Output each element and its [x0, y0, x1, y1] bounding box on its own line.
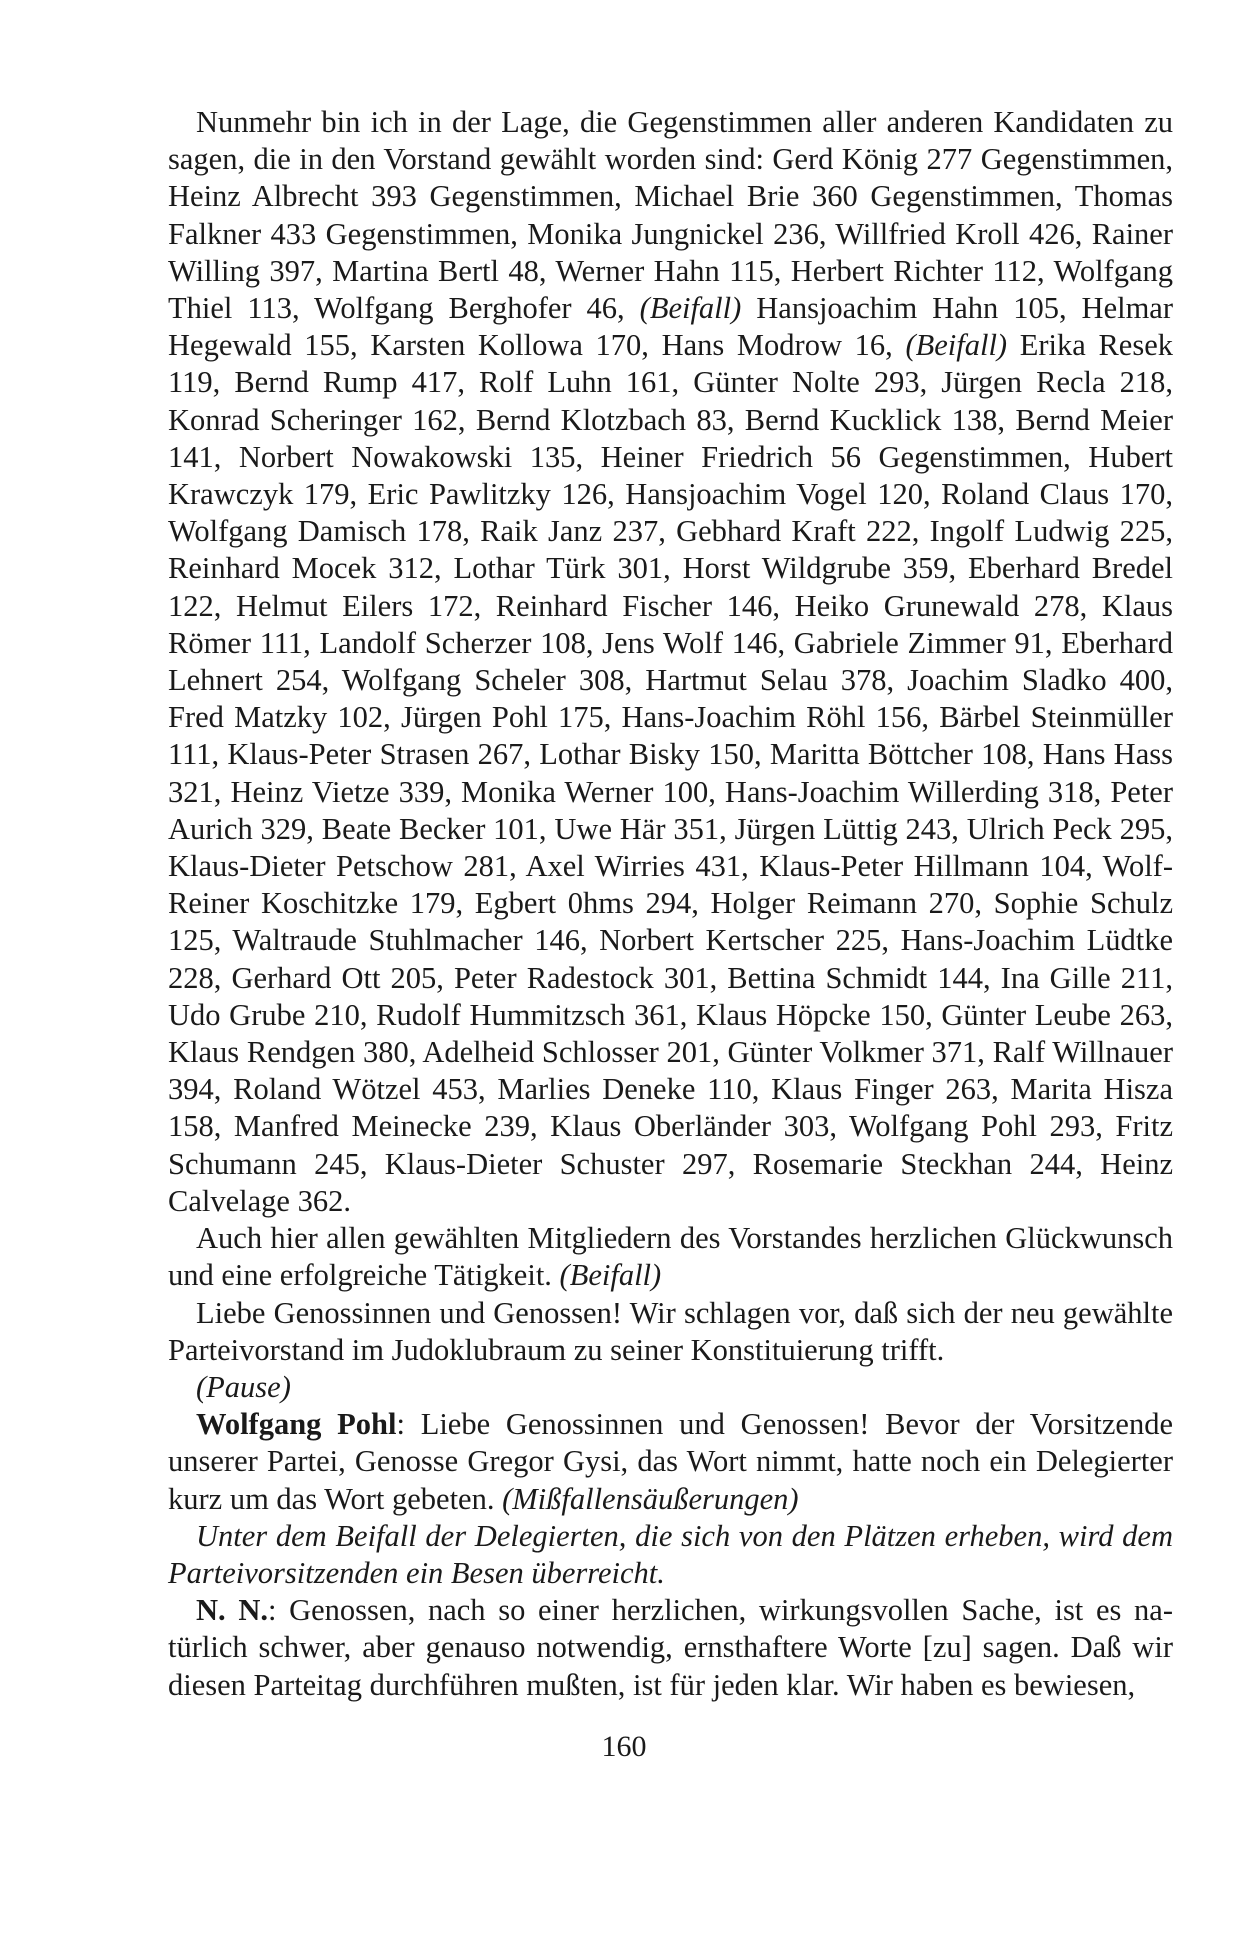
page-number: 160 — [601, 1730, 647, 1763]
pause-note: (Pause) — [196, 1369, 291, 1404]
speaker-name: N. N. — [196, 1593, 268, 1628]
applause-note: (Beifall) — [559, 1258, 662, 1293]
stage-direction-text: Unter dem Beifall der Delegierten, die sich von den Plätzen erheben, wird dem Parteivorsitzenden ein Besen überreicht. — [168, 1518, 1173, 1590]
vote-results-text-3: Erika Resek 119, Bernd Rump 417, Rolf Luhn 161, Günter Nolte 293, Jürgen Recla 218, Konrad Scheringer 162, Bernd Klotzbach 83, Bernd Kucklick 138, Bernd Meier 141, Norbert Nowakowski 135, Heiner Friedrich 56 Gegenstimmen, Hubert Krawczyk 179, Eric Pawlitzky 126, Hansjoachim Vogel 120, Roland Claus 170, Wolfgang Damisch 178, Raik Janz 237, Gebhard Kraft 222, Ingolf Ludwig 225, Reinhard Mocek 312, Lothar Türk 301, Horst Wildgrube 359, Eberhard Bredel 122, Helmut Eilers 172, Reinhard Fischer 146, Heiko Grunewald 278, Klaus Römer 111, Landolf Scherzer 108, Jens Wolf 146, Gabriele Zimmer 91, Eberhard Lehnert 254, Wolfgang Scheler 308, Hartmut Selau 378, Joachim Sladko 400, Fred Matzky 102, Jürgen Pohl 175, Hans-Joachim Röhl 156, Bärbel Steinmüller 111, Klaus-Peter Strasen 267, Lothar Bisky 150, Maritta Böttcher 108, Hans Hass 321, Heinz Vietze 339, Monika Werner 100, Hans-Joachim Willerding 318, Peter Aurich 329, Beate Becker 101, Uwe Här 351, Jürgen Lüttig 243, Ulrich Peck 295, Klaus-Dieter Petschow 281, Axel Wirries 431, Klaus-Peter Hillmann 104, Wolf-Reiner Koschitzke 179, Egbert 0hms 294, Holger Reimann 270, Sophie Schulz 125, Waltraude Stuhlmacher 146, Norbert Kertscher 225, Hans-Joachim Lüdtke 228, Gerhard Ott 205, Peter Radestock 301, Bettina Schmidt 144, Ina Gille 211, Udo Grube 210, Rudolf Hummitzsch 361, Klaus Höpcke 150, Günter Leube 263, Klaus Rendgen 380, Adelheid Schlosser 201, Günter Volkmer 371, Ralf Willnauer 394, Roland Wötzel 453, Marlies Deneke 110, Klaus Finger 263, Marita Hisza 158, Manfred Meinecke 239, Klaus Oberländer 303, Wolfgang Pohl 293, Fritz Schumann 245, Klaus-Dieter Schuster 297, Rosemarie Steckhan 244, Heinz Calvelage 362. — [168, 328, 1174, 1218]
pohl-speech-text: : Liebe Genossinnen und Genossen! Bevor der Vorsitzende unserer Partei, Genosse Gregor Gysi, das Wort nimmt, hatte noch ein Delegierter kurz um das Wort gebeten. — [168, 1407, 1174, 1516]
paragraph-vote-results — [168, 104, 1173, 1220]
paragraph-stage-direction — [168, 1518, 1173, 1592]
vote-results-text-2: Hansjoachim Hahn 105, Helmar Hegewald 155, Karsten Kollowa 170, Hans Modrow 16, — [168, 291, 1174, 363]
congratulations-text: Auch hier allen gewählten Mitgliedern des Vorstandes herzlichen Glückwunsch und eine erfolgreiche Tätigkeit. — [168, 1221, 1173, 1293]
disapproval-note: (Mißfallensäußerungen) — [502, 1481, 799, 1516]
paragraph-pause — [168, 1369, 1173, 1406]
applause-note: (Beifall) — [905, 328, 1008, 363]
vote-results-text: Nunmehr bin ich in der Lage, die Gegenstimmen aller anderen Kandidaten zu sagen, die in den Vorstand gewählt worden sind: Gerd König 277 Gegenstimmen, Heinz Albrecht 393 Gegenstimmen, Michael Brie 360 Gegenstimmen, Thomas Falkner 433 Gegenstimmen, Monika Jungnickel 236, Willfried Kroll 426, Rainer Willing 397, Martina Bertl 48, Werner Hahn 115, Herbert Richter 112, Wolfgang Thiel 113, Wolfgang Berghofer 46, — [168, 105, 1173, 326]
applause-note: (Beifall) — [639, 291, 742, 326]
paragraph-nn-speech — [168, 1592, 1173, 1704]
speaker-name: Wolfgang Pohl — [196, 1407, 397, 1442]
paragraph-pohl-speech — [168, 1406, 1173, 1518]
paragraph-proposal — [168, 1295, 1173, 1369]
nn-speech-text: : Genossen, nach so einer herzlichen, wirkungsvollen Sache, ist es natürlich schwer, aber genauso notwendig, ernsthaftere Worte [zu] sagen. Daß wir diesen Parteitag durchführen mußten, ist für jeden klar. Wir haben es bewiesen, — [168, 1593, 1173, 1702]
body-text — [168, 104, 1173, 1704]
paragraph-congratulations — [168, 1220, 1173, 1294]
proposal-text: Liebe Genossinnen und Genossen! Wir schlagen vor, daß sich der neu gewählte Parteivorstand im Judoklubraum zu seiner Konstituierung trifft. — [168, 1295, 1173, 1367]
